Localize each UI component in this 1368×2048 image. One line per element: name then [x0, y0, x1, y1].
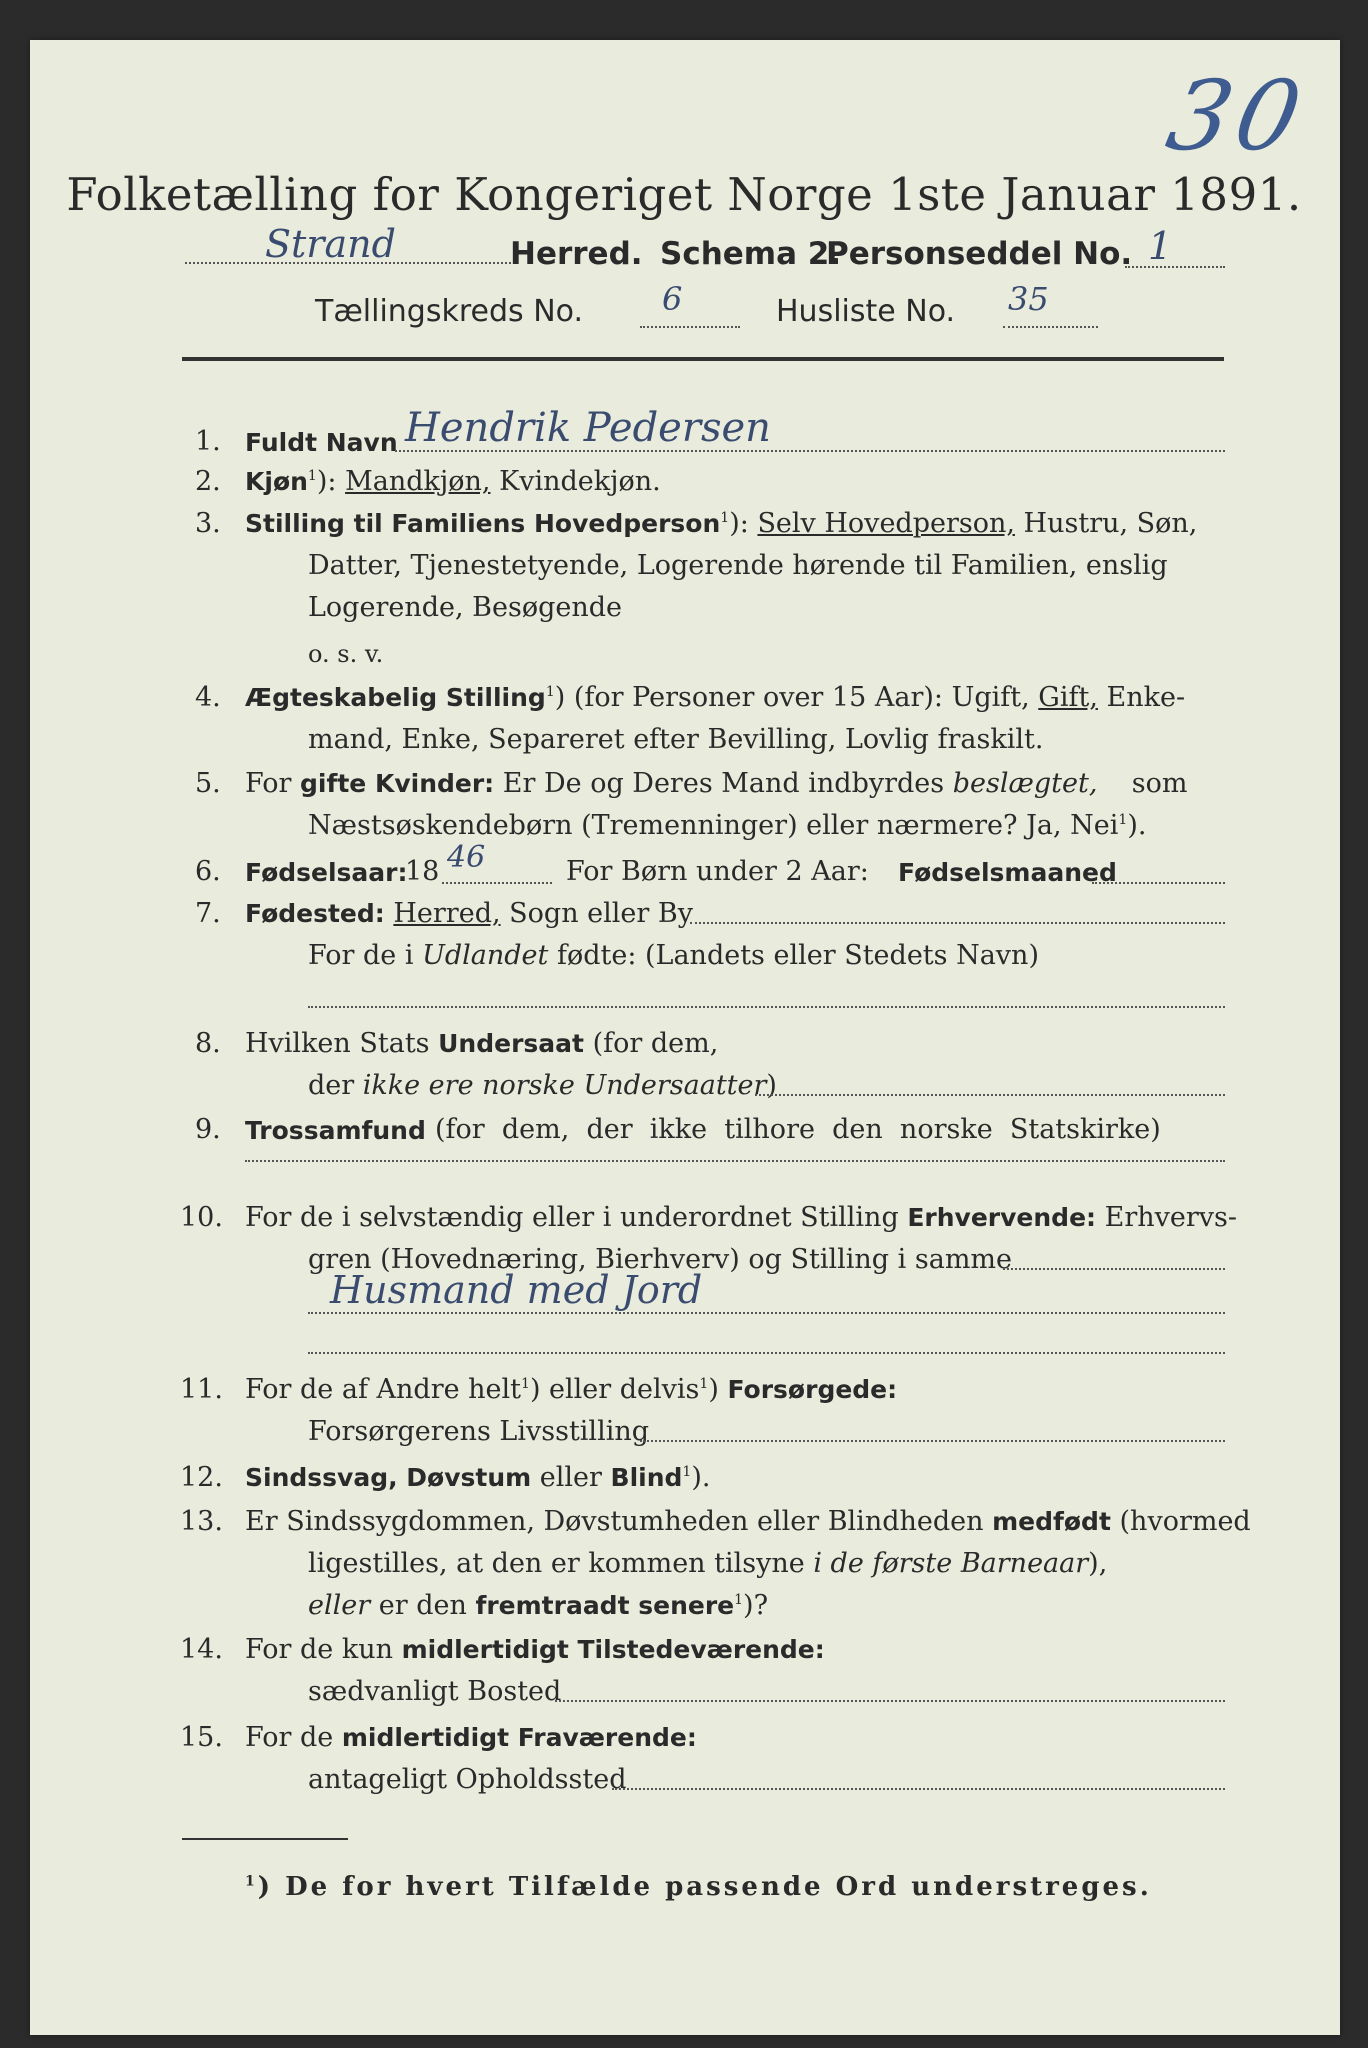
footnote-text: ) De for hvert Tilfælde passende Ord understreges.: [257, 1872, 1152, 1902]
text: (hvormed: [1119, 1506, 1251, 1537]
text: Hvilken Stats: [245, 1028, 430, 1059]
footnote-ref: 1: [734, 1592, 744, 1608]
text: eller: [539, 1462, 602, 1493]
gift-option: Gift,: [1038, 682, 1098, 713]
item-3-label: Stilling til Familiens Hovedperson: [245, 509, 721, 538]
birth-month-label: Fødselsmaaned: [898, 858, 1117, 887]
text: For Børn under 2 Aar:: [566, 856, 869, 887]
text: fødte: (Landets eller Stedets Navn): [556, 940, 1039, 971]
husliste-number: 35: [1008, 280, 1049, 318]
item-number: 13.: [180, 1506, 223, 1537]
item-8-line-1: [245, 1028, 718, 1059]
herred-label: Herred.: [510, 236, 643, 272]
item-3-line-3: Logerende, Besøgende: [308, 592, 622, 623]
text: ) eller delvis: [529, 1374, 700, 1405]
text: Hustru, Søn,: [1023, 508, 1198, 539]
text: ikke ere norske Undersaatter: [362, 1070, 767, 1101]
item-number: 7.: [195, 898, 221, 929]
kvindekjon-option: Kvindekjøn.: [499, 466, 661, 497]
item-3-line-2: Datter, Tjenestetyende, Logerende hørende til Familien, enslig: [308, 550, 1168, 581]
item-number: 8.: [195, 1028, 221, 1059]
item-7-line-1: [245, 898, 693, 929]
text: ).: [691, 1462, 711, 1493]
item-number: 1.: [195, 426, 221, 457]
text: er den: [378, 1590, 467, 1621]
birth-year-prefix: 18: [405, 856, 440, 887]
schema-label: Schema 2.: [660, 236, 842, 272]
form-title: Folketælling for Kongeriget Norge 1ste Januar 1891.: [66, 168, 1302, 221]
item-3-line-4: o. s. v.: [308, 640, 384, 668]
item-10-line-1: [245, 1202, 1237, 1233]
item-number: 3.: [195, 508, 221, 539]
text: ).: [1127, 810, 1147, 841]
item-number: 5.: [195, 768, 221, 799]
item-3-line-1: [245, 508, 1197, 539]
item-13-label: medfødt: [992, 1507, 1111, 1536]
item-2-label: Kjøn: [245, 467, 308, 496]
item-12-line: [245, 1462, 710, 1493]
item-6-label: Fødselsaar:: [245, 858, 408, 887]
text: fremtraadt senere: [475, 1591, 735, 1620]
full-name-value: Hendrik Pedersen: [405, 405, 771, 451]
text: Næstsøskendebørn (Tremenninger) eller nærmere? Ja, Nei: [308, 810, 1119, 841]
item-4-line-1: [245, 682, 1185, 713]
mandkjon-option: Mandkjøn,: [345, 466, 491, 497]
item-11-line-1: [245, 1374, 897, 1405]
text: ): [766, 1070, 777, 1101]
item-7-line-2: [308, 940, 1039, 971]
occupation-value: Husmand med Jord: [330, 1268, 703, 1312]
text: beslægtet,: [952, 768, 1098, 799]
text: der: [308, 1070, 355, 1101]
text: i de første Barneaar: [813, 1548, 1089, 1579]
item-14-line-2: sædvanligt Bosted: [308, 1676, 562, 1707]
text: For de i: [308, 940, 414, 971]
herred-name: Strand: [265, 222, 396, 266]
item-4-label: Ægteskabelig Stilling: [245, 683, 546, 712]
kreds-number: 6: [662, 280, 683, 318]
item-9-label: Trossamfund: [245, 1116, 426, 1145]
text: eller: [308, 1590, 371, 1621]
footnote-rule: [182, 1838, 348, 1840]
text: ): [708, 1374, 719, 1405]
item-number: 12.: [180, 1462, 223, 1493]
item-8-line-2: [308, 1070, 777, 1101]
item-15-label: midlertidigt Fraværende:: [341, 1723, 697, 1752]
text: Enke-: [1106, 682, 1186, 713]
text: ) (for Personer over 15 Aar): Ugift,: [554, 682, 1030, 713]
item-5-line-1: [245, 768, 1187, 799]
item-13-line-1: [245, 1506, 1251, 1537]
text: For de: [245, 1722, 334, 1753]
item-number: 11.: [180, 1374, 223, 1405]
text: Udlandet: [422, 940, 549, 971]
item-number: 15.: [180, 1722, 223, 1753]
item-14-label: midlertidigt Tilstedeværende:: [401, 1635, 825, 1664]
herred-option: Herred,: [393, 898, 501, 929]
text: (for dem,: [592, 1028, 719, 1059]
text: ):: [316, 466, 337, 497]
footnote-ref: 1: [682, 1464, 692, 1480]
footnote-ref: 1: [307, 468, 317, 484]
text: )?: [743, 1590, 769, 1621]
husliste-label: Husliste No.: [776, 294, 956, 329]
text: som: [1131, 768, 1188, 799]
footnote-ref: 1: [720, 510, 730, 526]
item-13-line-3: [308, 1590, 768, 1621]
footnote-ref: 1: [245, 1873, 258, 1890]
item-11-line-2: Forsørgerens Livsstilling: [308, 1416, 650, 1447]
text: Sogn eller By: [509, 898, 693, 929]
item-number: 14.: [180, 1634, 223, 1665]
item-4-line-2: mand, Enke, Separeret efter Bevilling, Lovlig fraskilt.: [308, 724, 1044, 755]
blind-label: Blind: [610, 1463, 683, 1492]
item-number: 10.: [180, 1202, 223, 1233]
text: (for dem, der ikke tilhore den norske Statskirke): [435, 1114, 1161, 1145]
text: ligestilles, at den er kommen tilsyne: [308, 1548, 805, 1579]
header-rule: [182, 357, 1224, 361]
footnote-ref: 1: [545, 684, 555, 700]
text: For de kun: [245, 1634, 393, 1665]
footnote-ref: 1: [699, 1376, 709, 1392]
text: Er De og Deres Mand indbyrdes: [502, 768, 945, 799]
item-15-line-1: [245, 1722, 697, 1753]
item-5-label: gifte Kvinder:: [300, 769, 495, 798]
handwritten-page-number: 30: [1158, 60, 1317, 172]
footnote-ref: 1: [521, 1376, 530, 1392]
text: For: [245, 768, 292, 799]
text: ),: [1088, 1548, 1108, 1579]
item-2-line: [245, 466, 661, 497]
item-1-label: Fuldt Navn: [245, 428, 398, 457]
text: Erhvervs-: [1104, 1202, 1238, 1233]
item-10-line-2: gren (Hovednæring, Bierhverv) og Stilling i samme: [308, 1244, 1013, 1275]
kreds-label: Tællingskreds No.: [315, 294, 583, 329]
personseddel-number: 1: [1148, 224, 1173, 268]
item-8-label: Undersaat: [438, 1029, 584, 1058]
item-15-line-2: antageligt Opholdssted: [308, 1764, 627, 1795]
footnote-ref: 1: [1118, 812, 1128, 828]
item-10-label: Erhvervende:: [907, 1203, 1097, 1232]
personseddel-label: Personseddel No.: [826, 236, 1133, 272]
item-11-label: Forsørgede:: [727, 1375, 898, 1404]
selv-hovedperson-option: Selv Hovedperson,: [757, 508, 1015, 539]
item-7-label: Fødested:: [245, 899, 385, 928]
text: ):: [729, 508, 749, 539]
item-5-line-2: [308, 810, 1146, 841]
item-number: 9.: [195, 1114, 221, 1145]
text: Er Sindssygdommen, Døvstumheden eller Blindheden: [245, 1506, 984, 1537]
text: For de af Andre helt: [245, 1374, 522, 1405]
text: For de i selvstændig eller i underordnet Stilling: [245, 1202, 899, 1233]
birth-year-value: 46: [447, 840, 486, 875]
item-13-line-2: [308, 1548, 1107, 1579]
footnote: [245, 1872, 1152, 1902]
item-12-label: Sindssvag, Døvstum: [245, 1463, 532, 1492]
item-14-line-1: [245, 1634, 825, 1665]
item-number: 4.: [195, 682, 221, 713]
item-number: 2.: [195, 466, 221, 497]
item-number: 6.: [195, 856, 221, 887]
